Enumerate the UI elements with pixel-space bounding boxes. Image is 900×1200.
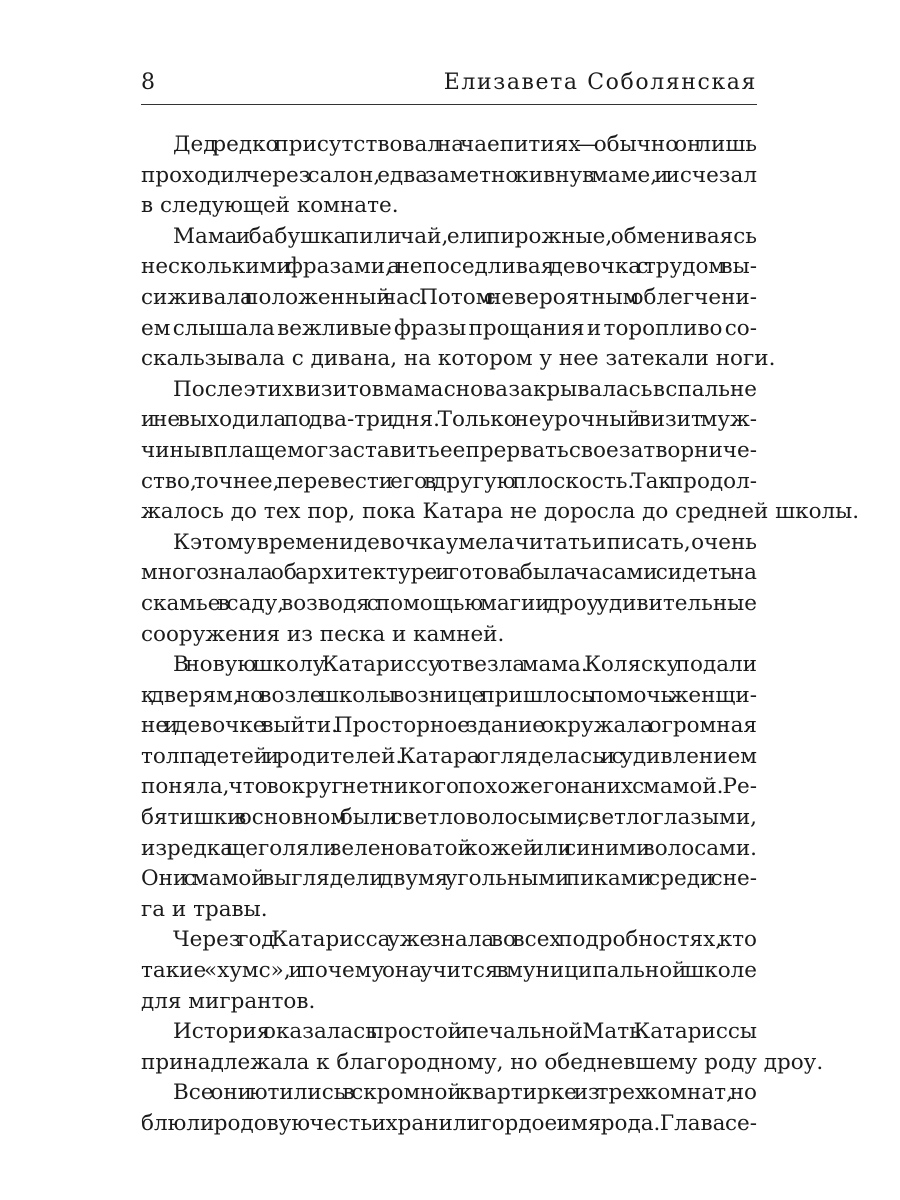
running-head xyxy=(141,64,757,100)
text-line: несколькими фразами, а непоседливая девочка с трудом вы- xyxy=(141,254,757,280)
text-line: бятишки в основном были светловолосыми, светлоглазыми, xyxy=(141,805,758,831)
paragraph xyxy=(141,130,757,222)
text-line: ем слышала вежливые фразы прощания и торопливо со- xyxy=(141,315,758,341)
text-line: такие «хумс», и почему она учится в муниципальной школе xyxy=(141,958,758,984)
text-line: После этих визитов мама снова закрывалась в спальне xyxy=(173,376,758,402)
text-line: Все они ютились в скромной квартирке из трех комнат, но xyxy=(173,1080,757,1106)
text-line: принадлежала к благородному, но обедневшему роду дроу. xyxy=(141,1049,824,1075)
text-line: сиживала положенный час. Потом с невероятным облегчени- xyxy=(141,284,757,310)
text-line: блюли родовую честь и хранили гордое имя рода. Глава се- xyxy=(141,1111,757,1136)
header-rule xyxy=(141,104,757,105)
paragraph xyxy=(141,375,860,528)
paragraph xyxy=(141,1078,757,1139)
text-line: Они с мамой выглядели двумя угольными пиками среди сне- xyxy=(141,866,758,892)
text-line: ство, точнее, перевести его в другую плоскость. Так продол- xyxy=(141,468,757,494)
text-line: В новую школу Катариссу отвезла мама. Коляску подали xyxy=(173,652,757,678)
text-line: История оказалась простой и печальной. Мать Катариссы xyxy=(173,1019,758,1045)
text-line: Мама и бабушка пили чай, ели пирожные, обмениваясь xyxy=(173,223,757,249)
text-line: скамье в саду, возводя с помощью магии дроу удивительные xyxy=(141,590,757,616)
text-line: изредка щеголяли зеленоватой кожей или синими волосами. xyxy=(141,835,757,861)
running-head-author: Елизавета Соболянская xyxy=(443,70,757,95)
text-line: жалось до тех пор, пока Катара не доросла до средней школы. xyxy=(141,499,860,525)
text-line: не и девочке выйти. Просторное здание окружала огромная xyxy=(141,713,757,739)
text-line: чины в плаще мог заставить ее прервать свое затворниче- xyxy=(141,437,757,463)
text-line: толпа детей и родителей. Катара огляделась и с удивлением xyxy=(141,743,758,769)
paragraph xyxy=(141,650,757,925)
text-line: скальзывала с дивана, на котором у нее затекали ноги. xyxy=(141,346,776,372)
page-number: 8 xyxy=(141,70,156,95)
text-line: проходил через салон, едва заметно кивнув маме, и исчезал xyxy=(141,162,757,188)
paragraph xyxy=(141,528,757,650)
paragraph xyxy=(141,925,757,1017)
text-line: Через год Катарисса уже знала во всех подробностях, кто xyxy=(173,927,757,953)
paragraph xyxy=(141,1017,824,1078)
text-line: и не выходила по два-три дня. Только неурочный визит муж- xyxy=(141,407,758,433)
text-line: К этому времени девочка умела читать и писать, очень xyxy=(173,529,758,555)
text-line: в следующей комнате. xyxy=(141,193,399,219)
text-line: для мигрантов. xyxy=(141,988,316,1014)
body-text xyxy=(141,130,860,1140)
text-line: га и травы. xyxy=(141,896,268,922)
text-line: много знала об архитектуре и готова была часами сидеть на xyxy=(141,560,757,586)
text-line: поняла, что вокруг нет никого похожего на них с мамой. Ре- xyxy=(141,774,757,800)
text-line: сооружения из песка и камней. xyxy=(141,621,505,647)
text-line: к дверям, но возле школы вознице пришлось помочь женщи- xyxy=(141,682,758,708)
text-line: Дед редко присутствовал на чаепитиях — обычно он лишь xyxy=(173,132,758,157)
paragraph xyxy=(141,222,776,375)
